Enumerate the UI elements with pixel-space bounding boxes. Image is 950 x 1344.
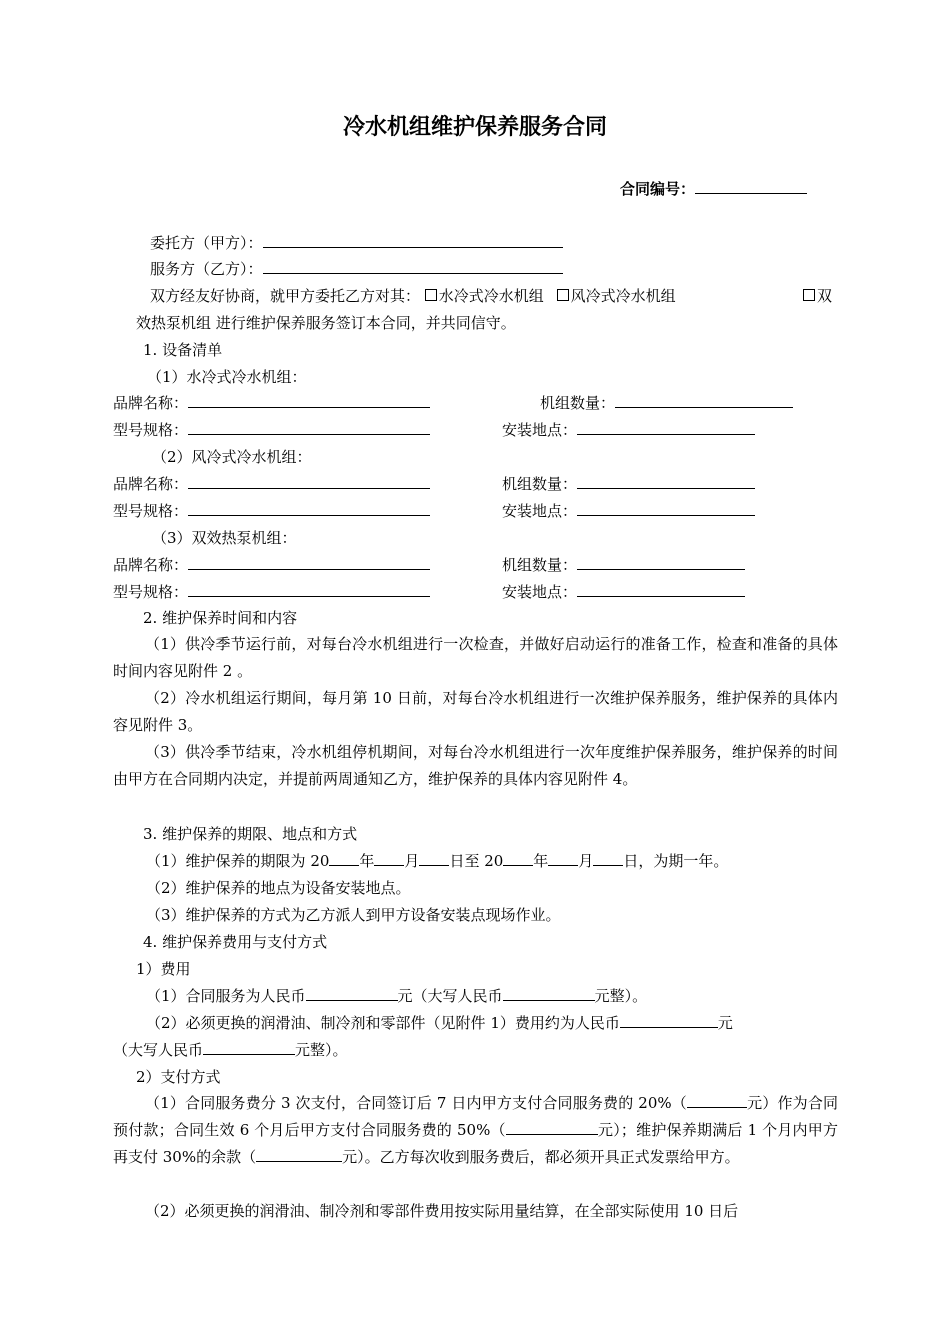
checkbox-water-cooled[interactable]: [425, 289, 437, 301]
g3-qty-field[interactable]: [577, 555, 745, 570]
payment-2-field[interactable]: [506, 1120, 598, 1135]
g1-brand-line: [113, 393, 430, 413]
parts-fee-words-field[interactable]: [203, 1040, 295, 1055]
section-1-3-heading: （3）双效热泵机组：: [152, 529, 297, 547]
payment-3-field[interactable]: [256, 1147, 342, 1162]
intro-line-1-tail: [803, 286, 832, 306]
option-air-cooled: 风冷式冷水机组: [570, 287, 676, 305]
party-b-field[interactable]: [263, 259, 563, 274]
term-year-text-2: 年: [533, 852, 549, 870]
contract-number-label: 合同编号：: [620, 180, 696, 198]
parts-fee-unit: 元: [717, 1014, 733, 1032]
g1-qty-line: [540, 393, 793, 413]
term-year-text: 年: [359, 852, 375, 870]
paragraph-4-2-line-2: [113, 1040, 348, 1060]
start-year-field[interactable]: [329, 851, 359, 866]
checkbox-air-cooled[interactable]: [557, 289, 569, 301]
payment-text-d: 元）。乙方每次收到服务费后，都必须开具正式发票给甲方。: [342, 1148, 740, 1166]
payment-text-b: 元）作为合同预付款；合同生效 6 个月后甲方支付合同服务费的 50%（: [113, 1094, 838, 1139]
party-b-line: [150, 259, 563, 279]
g3-loc-field[interactable]: [577, 582, 745, 597]
g2-brand-field[interactable]: [188, 474, 430, 489]
term-start-prefix: （1）维护保养的期限为 20: [146, 852, 330, 870]
section-4-heading: 4. 维护保养费用与支付方式: [143, 933, 328, 951]
paragraph-4-2-line-1: [146, 1013, 733, 1033]
paragraph-2-3: （3）供冷季节结束，冷水机组停机期间，对每台冷水机组进行一次年度维护保养服务，维护保养的时间由甲方在合同期内决定，并提前两周通知乙方，维护保养的具体内容见附件 4。: [113, 743, 838, 788]
page-title: 冷水机组维护保养服务合同: [342, 115, 607, 140]
paragraph-3-1: [146, 851, 728, 871]
section-4-1-heading: 1）费用: [136, 960, 191, 978]
g3-model-field[interactable]: [188, 582, 430, 597]
qty-label: 机组数量：: [502, 556, 578, 574]
parts-fee-amount-field[interactable]: [620, 1013, 718, 1028]
g3-brand-line: [113, 555, 430, 575]
g3-brand-field[interactable]: [188, 555, 430, 570]
brand-label: 品牌名称：: [113, 394, 189, 412]
g2-qty-field[interactable]: [577, 474, 755, 489]
paragraph-4-4: （2）必须更换的润滑油、制冷剂和零部件费用按实际用量结算，在全部实际使用 10 日后: [145, 1202, 739, 1220]
start-day-field[interactable]: [419, 851, 449, 866]
g1-loc-field[interactable]: [577, 420, 755, 435]
end-year-field[interactable]: [503, 851, 533, 866]
g2-model-field[interactable]: [188, 501, 430, 516]
loc-label: 安装地点：: [502, 502, 578, 520]
party-b-label: 服务方（乙方）：: [150, 260, 263, 278]
option-heat-pump-a: 双: [817, 287, 833, 305]
party-a-line: [150, 233, 563, 253]
checkbox-heat-pump[interactable]: [803, 289, 815, 301]
term-suffix: 日，为期一年。: [623, 852, 729, 870]
section-1-1-heading: （1）水冷式冷水机组：: [147, 368, 307, 386]
g1-model-line: [113, 420, 430, 440]
paragraph-4-1: [146, 986, 647, 1006]
paragraph-3-2: （2）维护保养的地点为设备安装地点。: [146, 879, 411, 897]
g1-qty-field[interactable]: [615, 393, 793, 408]
intro-line-2: 效热泵机组 进行维护保养服务签订本合同，并共同信守。: [136, 314, 516, 332]
end-month-field[interactable]: [548, 851, 578, 866]
section-1-heading: 1. 设备清单: [143, 341, 223, 359]
g1-brand-field[interactable]: [188, 393, 430, 408]
party-a-label: 委托方（甲方）：: [150, 234, 263, 252]
fee-suffix: 元整）。: [594, 987, 648, 1005]
start-month-field[interactable]: [374, 851, 404, 866]
party-a-field[interactable]: [263, 233, 563, 248]
qty-label: 机组数量：: [502, 475, 578, 493]
paragraph-4-3: [113, 1090, 838, 1171]
g2-model-line: [113, 501, 430, 521]
payment-text-c: 元）；维护保养期满后 1 个月内甲方再支付 30%的余款（: [113, 1121, 838, 1166]
intro-line-1: [150, 286, 676, 306]
g1-loc-line: [502, 420, 755, 440]
brand-label: 品牌名称：: [113, 556, 189, 574]
parts-fee-prefix: （2）必须更换的润滑油、制冷剂和零部件（见附件 1）费用约为人民币: [146, 1014, 620, 1032]
payment-1-field[interactable]: [687, 1093, 747, 1108]
g3-loc-line: [502, 582, 745, 602]
qty-label: 机组数量：: [540, 394, 616, 412]
model-label: 型号规格：: [113, 502, 189, 520]
payment-text-a: （1）合同服务费分 3 次支付，合同签订后 7 日内甲方支付合同服务费的 20%（: [145, 1094, 687, 1112]
paragraph-2-2: （2）冷水机组运行期间，每月第 10 日前，对每台冷水机组进行一次维护保养服务，维护保养的具体内容见附件 3。: [113, 689, 838, 734]
section-2-heading: 2. 维护保养时间和内容: [143, 609, 298, 627]
contract-number-field[interactable]: [695, 179, 807, 194]
g2-brand-line: [113, 474, 430, 494]
loc-label: 安装地点：: [502, 583, 578, 601]
g2-qty-line: [502, 474, 755, 494]
parts-fee-words-suffix: 元整）。: [295, 1041, 348, 1059]
g3-model-line: [113, 582, 430, 602]
contract-number: [620, 178, 807, 199]
model-label: 型号规格：: [113, 421, 189, 439]
paragraph-2-1: （1）供冷季节运行前，对每台冷水机组进行一次检查，并做好启动运行的准备工作，检查和准备的具体时间内容见附件 2 。: [113, 635, 838, 680]
loc-label: 安装地点：: [502, 421, 578, 439]
term-month-text: 月: [404, 852, 420, 870]
g2-loc-line: [502, 501, 755, 521]
fee-amount-words-field[interactable]: [503, 986, 595, 1001]
option-water-cooled: 水冷式冷水机组: [438, 287, 544, 305]
fee-middle: 元（大写人民币: [397, 987, 503, 1005]
paragraph-3-3: （3）维护保养的方式为乙方派人到甲方设备安装点现场作业。: [146, 906, 561, 924]
parts-fee-words-prefix: （大写人民币: [113, 1041, 204, 1059]
section-1-2-heading: （2）风冷式冷水机组：: [152, 448, 312, 466]
section-3-heading: 3. 维护保养的期限、地点和方式: [143, 825, 358, 843]
brand-label: 品牌名称：: [113, 475, 189, 493]
section-4-2-heading: 2）支付方式: [136, 1068, 221, 1086]
model-label: 型号规格：: [113, 583, 189, 601]
fee-amount-field[interactable]: [306, 986, 398, 1001]
g2-loc-field[interactable]: [577, 501, 755, 516]
end-day-field[interactable]: [593, 851, 623, 866]
g1-model-field[interactable]: [188, 420, 430, 435]
intro-text-a: 双方经友好协商，就甲方委托乙方对其：: [150, 287, 421, 305]
term-end-prefix: 日至 20: [449, 852, 504, 870]
g3-qty-line: [502, 555, 745, 575]
fee-prefix: （1）合同服务为人民币: [146, 987, 306, 1005]
term-month-text-2: 月: [578, 852, 594, 870]
